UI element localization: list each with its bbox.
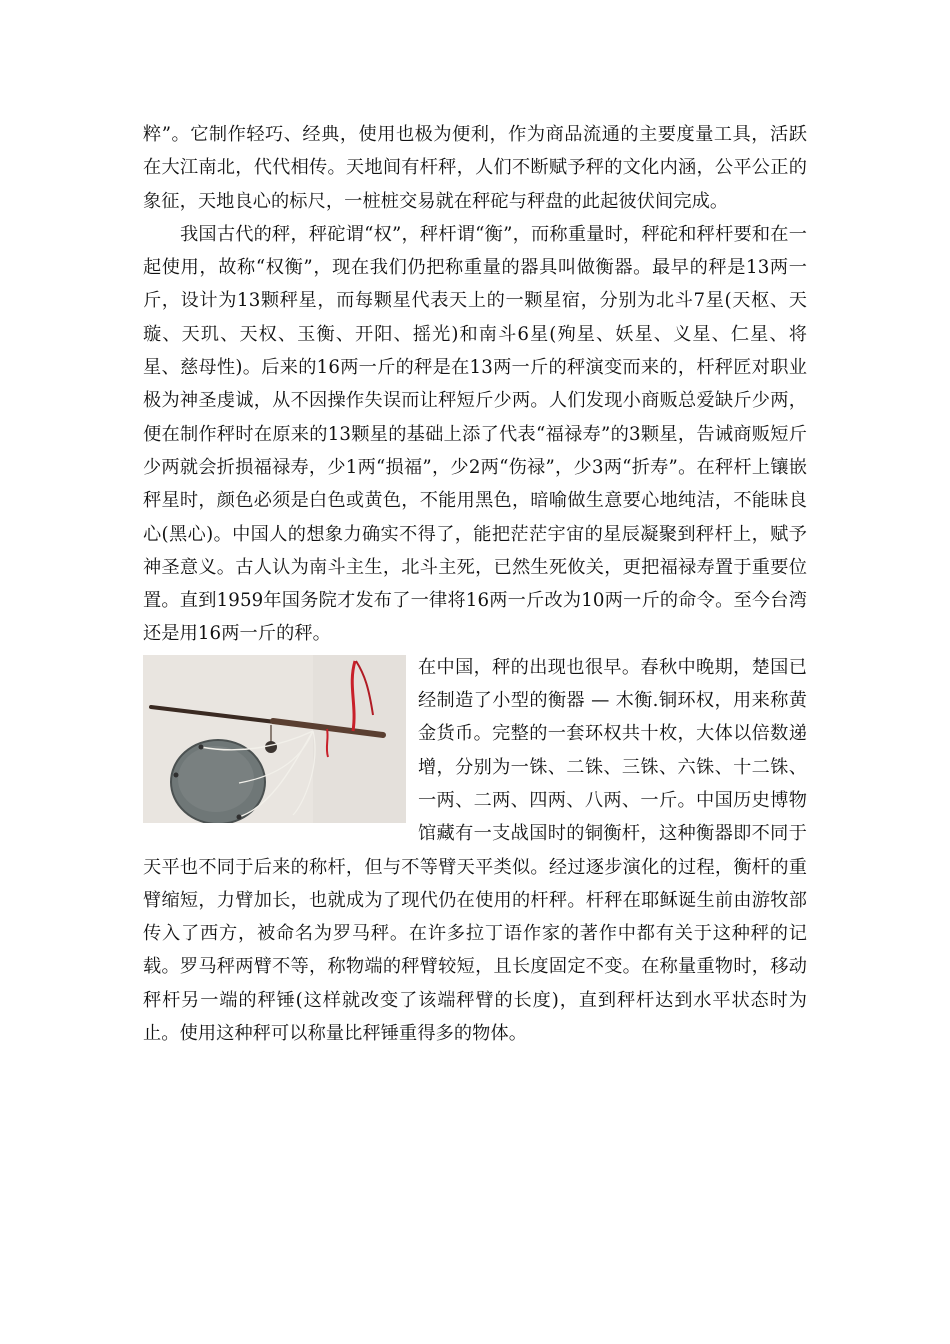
steelyard-scale-icon xyxy=(143,655,406,823)
paragraph-3: 在中国，秤的出现也很早。春秋中晚期，楚国已经制造了小型的衡器 — 木衡.铜环权，用来称黄金货币。完整的一套环权共十枚，大体以倍数递增，分别为一铢、二铢、三铢、六铢、十二铢、一两、二两、四两、八两、一斤。中国历史博物馆藏有一支战国时的铜衡杆，这种衡器即不同于天平也不同于后来的称杆，但与不等臂天平类似。经过逐步演化的过程，衡杆的重臂缩短，力臂加长，也就成为了现代仍在使用的杆秤。杆秤在耶稣诞生前由游牧部传入了西方，被命名为罗马秤。在许多拉丁语作家的著作中都有关于这种秤的记载。罗马秤两臂不等，称物端的秤臂较短，且长度固定不变。在称量重物时，移动秤杆另一端的秤锤(这样就改变了该端秤臂的长度)，直到秤杆达到水平状态时为止。使用这种秤可以称量比秤锤重得多的物体。 xyxy=(143,656,807,1045)
document-page xyxy=(143,118,807,1050)
paragraph-2: 我国古代的秤，秤砣谓“权”，秤杆谓“衡”，而称重量时，秤砣和秤杆要和在一起使用，故称“权衡”，现在我们仍把称重量的器具叫做衡器。最早的秤是13两一斤，设计为13颗秤星，而每颗星代表天上的一颗星宿，分别为北斗7星(天枢、天璇、天玑、天权、玉衡、开阳、摇光)和南斗6星(殉星、妖星、义星、仁星、将星、慈母性)。后来的16两一斤的秤是在13两一斤的秤演变而来的，杆秤匠对职业极为神圣虔诚，从不因操作失误而让秤短斤少两。人们发现小商贩总爱缺斤少两，便在制作秤时在原来的13颗星的基础上添了代表“福禄寿”的3颗星，告诫商贩短斤少两就会折损福禄寿，少1两“损福”，少2两“伤禄”，少3两“折寿”。在秤杆上镶嵌秤星时，颜色必须是白色或黄色，不能用黑色，暗喻做生意要心地纯洁，不能昧良心(黑心)。中国人的想象力确实不得了，能把茫茫宇宙的星辰凝聚到秤杆上，赋予神圣意义。古人认为南斗主生，北斗主死，已然生死攸关，更把福禄寿置于重要位置。直到1959年国务院才发布了一律将16两一斤改为10两一斤的命令。至今台湾还是用16两一斤的秤。 xyxy=(143,223,807,645)
steelyard-photo xyxy=(143,655,406,823)
paragraph-1: 粹”。它制作轻巧、经典，使用也极为便利，作为商品流通的主要度量工具，活跃在大江南北，代代相传。天地间有杆秤，人们不断赋予秤的文化内涵，公平公正的象征，天地良心的标尺，一桩桩交易就在秤砣与秤盘的此起彼伏间完成。 xyxy=(143,124,807,212)
